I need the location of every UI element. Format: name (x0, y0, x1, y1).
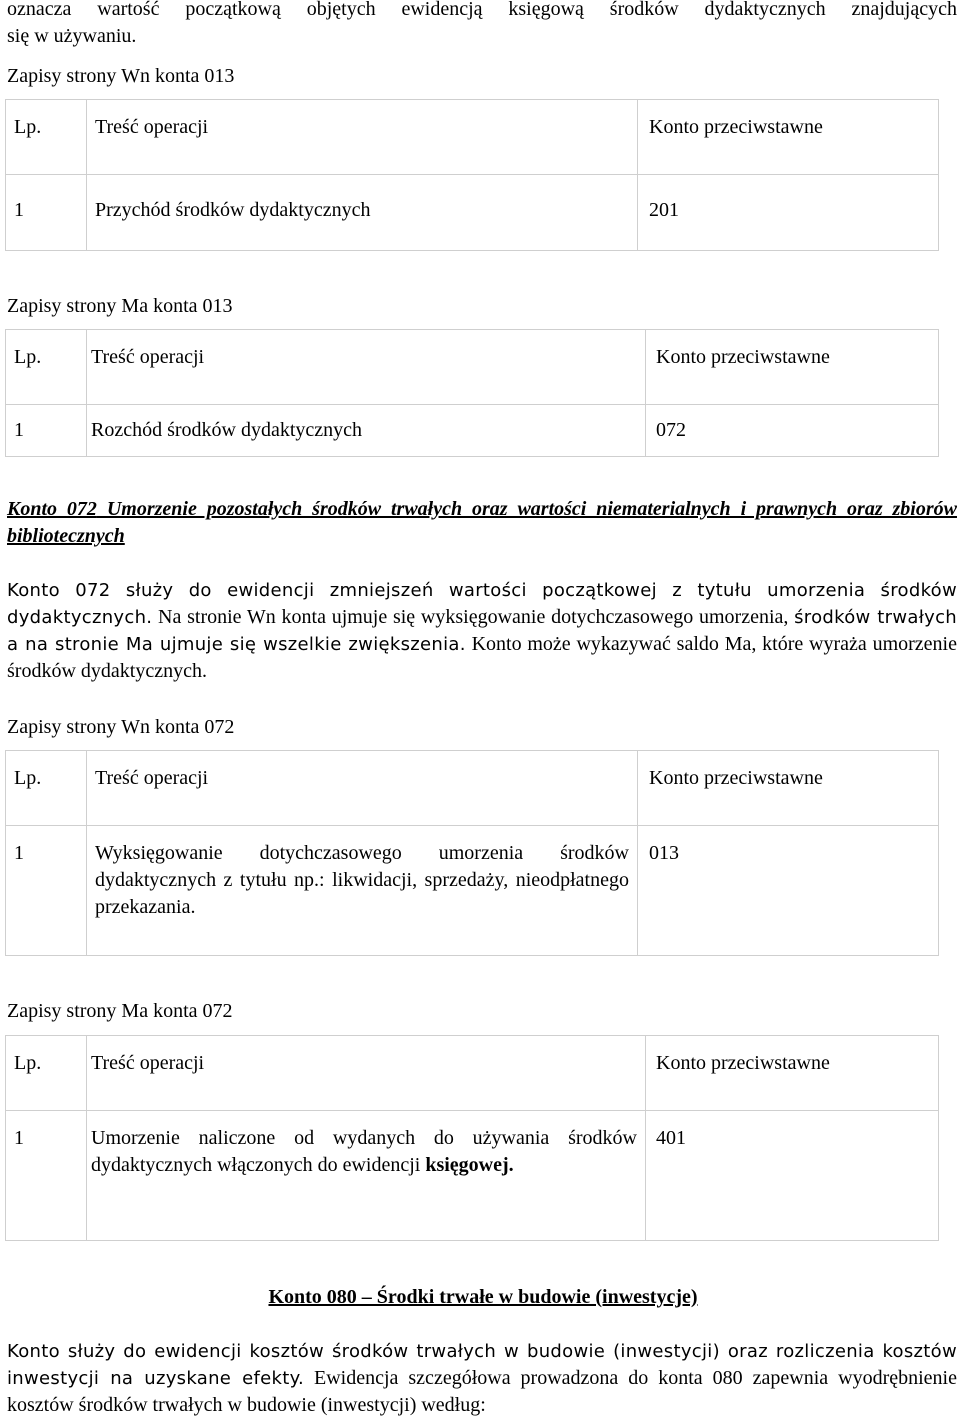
table-header-row (6, 330, 939, 405)
section-072-desc-c: środków trwałych a na stronie Ma ujmuje się wszelkie zwiększenia. (7, 607, 957, 655)
table-header-row (6, 1036, 939, 1111)
section-072-title (7, 498, 957, 547)
header-konto: Konto przeciwstawne (656, 346, 830, 368)
intro-line-2: się w używaniu. (7, 25, 137, 47)
row-lp: 1 (14, 419, 24, 441)
table-header-row (6, 100, 939, 175)
header-lp: Lp. (14, 1052, 42, 1074)
section-072-desc-a: Konto 072 służy do ewidencji zmniejszeń wartości początkowej z tytułu umorzenia środków dydaktycznych. (7, 580, 957, 628)
header-konto: Konto przeciwstawne (649, 767, 823, 789)
table-caption: Zapisy strony Ma konta 072 (7, 1000, 233, 1022)
section-080-description (7, 1338, 957, 1419)
table-row (6, 826, 939, 956)
table-caption: Zapisy strony Ma konta 013 (7, 295, 233, 317)
row-konto: 013 (649, 842, 679, 864)
section-072-desc-d: Konto może wykazywać saldo Ma, które wyraża umorzenie środków dydaktycznych. (7, 633, 957, 682)
table-ma-072 (5, 1035, 939, 1241)
row-lp: 1 (14, 1127, 24, 1149)
row-konto: 401 (656, 1127, 686, 1149)
section-080-desc-a: Konto służy do ewidencji kosztów środków trwałych w budowie (inwestycji) oraz rozliczenia kosztów inwestycji na uzyskane efekty. (7, 1341, 957, 1389)
table-row (6, 175, 939, 251)
header-tresc: Treść operacji (91, 346, 205, 368)
section-080-title: Konto 080 – Środki trwałe w budowie (inwestycje) (268, 1286, 698, 1308)
row-tresc: Rozchód środków dydaktycznych (91, 419, 363, 441)
row-tresc (87, 1111, 645, 1179)
table-caption: Zapisy strony Wn konta 072 (7, 716, 235, 738)
table-row (6, 1111, 939, 1241)
header-konto: Konto przeciwstawne (656, 1052, 830, 1074)
header-tresc: Treść operacji (95, 767, 209, 789)
row-tresc-a: Umorzenie naliczone od wydanych do używania środków dydaktycznych włączonych do ewidencji (91, 1127, 637, 1176)
header-tresc: Treść operacji (95, 116, 209, 138)
header-tresc: Treść operacji (91, 1052, 205, 1074)
intro-line-1: oznacza wartość początkową objętych ewidencją księgową środków dydaktycznych znajdujących (7, 0, 957, 20)
header-lp: Lp. (14, 116, 42, 138)
header-lp: Lp. (14, 767, 42, 789)
section-072-title-line-1 (7, 496, 957, 550)
table-header-row (6, 751, 939, 826)
row-lp: 1 (14, 842, 24, 864)
row-tresc: Wyksięgowanie dotychczasowego umorzenia środków dydaktycznych z tytułu np.: likwidacji, sprzedaży, nieodpłatnego przekazania. (95, 842, 629, 918)
row-tresc-b: księgowej. (425, 1154, 514, 1176)
row-lp: 1 (14, 199, 24, 221)
row-tresc: Przychód środków dydaktycznych (95, 199, 371, 221)
header-konto: Konto przeciwstawne (649, 116, 823, 138)
section-072-desc-b: Na stronie Wn konta ujmuje się wyksięgowanie dotychczasowego umorzenia, (152, 606, 795, 628)
table-caption: Zapisy strony Wn konta 013 (7, 65, 235, 87)
table-row (6, 405, 939, 457)
section-072-title-rest: Umorzenie pozostałych środków trwałych oraz wartości niematerialnych i prawnych oraz zbiorów bibliotecznych (7, 498, 957, 547)
row-konto: 201 (649, 199, 679, 221)
section-072-description (7, 577, 957, 685)
table-ma-013 (5, 329, 939, 457)
table-wn-072 (5, 750, 939, 956)
section-072-title-prefix: Konto 072 (7, 498, 97, 520)
row-konto: 072 (656, 419, 686, 441)
section-080-desc-b: Ewidencja szczegółowa prowadzona do konta 080 zapewnia wyodrębnienie kosztów środków trwałych w budowie (inwestycji) według: (7, 1367, 957, 1416)
header-lp: Lp. (14, 346, 42, 368)
table-wn-013 (5, 99, 939, 251)
